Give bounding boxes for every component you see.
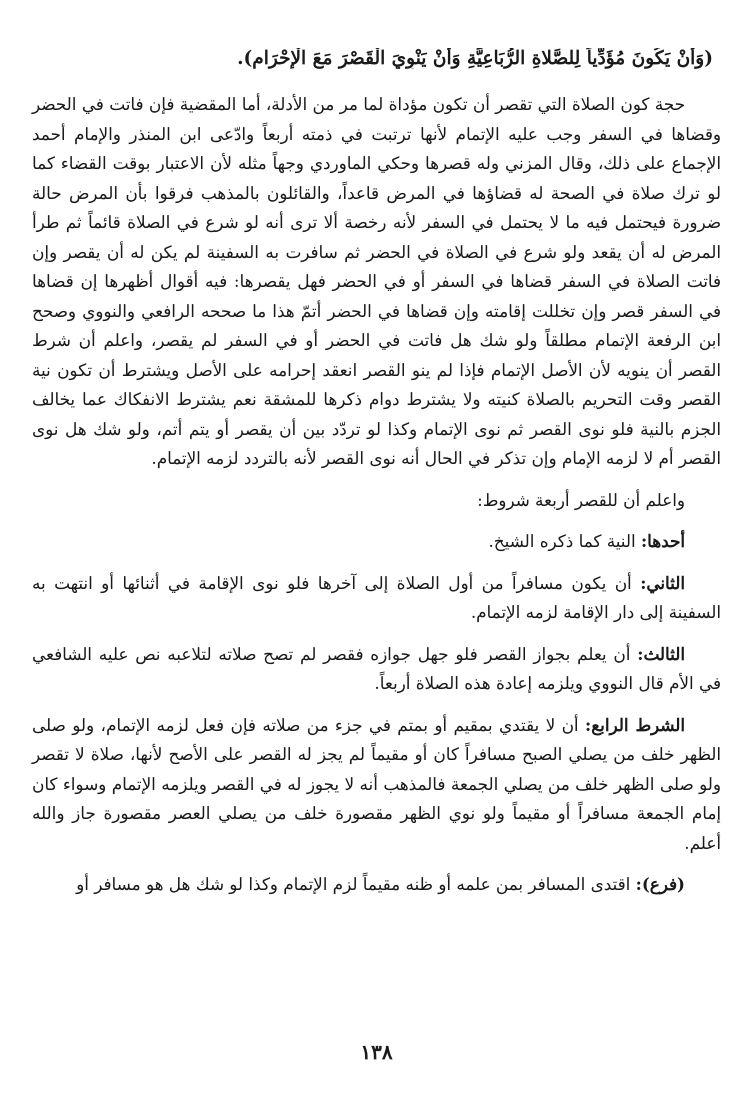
condition-3-text: أن يعلم بجواز القصر فلو جهل جوازه فقصر لم تصح صلاته لتلاعبه نص عليه الشافعي في الأم قال النووي ويلزمه إعادة هذه الصلاة أربعاً. [32, 643, 721, 693]
branch-text: اقتدى المسافر بمن علمه أو ظنه مقيماً لزم الإتمام وكذا لو شك هل هو مسافر أو [76, 874, 631, 894]
condition-4 [32, 711, 721, 859]
section-heading: (وَأَنْ يَكُونَ مُؤَدِّياً لِلصَّلاةِ الرُّبَاعِيَّةِ وَأَنْ يَنْوِيَ الْقَصْرَ مَعَ الْإِحْرَامِ). [237, 48, 713, 69]
conditions-intro: واعلم أن للقصر أربعة شروط: [477, 489, 685, 510]
condition-2 [32, 569, 721, 628]
condition-1-label: أحدها: [640, 531, 685, 551]
condition-3-label: الثالث: [637, 643, 685, 664]
condition-4-text: أن لا يقتدي بمقيم أو بمتم في جزء من صلاته فإن فعل لزمه الإتمام، ولو صلى الظهر خلف من يصلي الصبح مسافراً كان أو مقيماً لم يجز له القصر على الأصح لأنها، صلاة لا تقصر ولو صلى الظهر خلف من يصلي الجمعة فالمذهب أنه لا يجوز له في القصر ويلزمه الإتمام وسواء كان إمام الجمعة مسافراً أو مقيماً ولو نوي الظهر مقصورة خلف من يصلي العصر مقصورة جاز والله أعلم. [32, 714, 721, 853]
condition-2-text: أن يكون مسافراً من أول الصلاة إلى آخرها فلو نوى الإقامة في أثنائها أو انتهت به السفينة إلى دار الإقامة لزمه الإتمام. [32, 572, 721, 622]
main-paragraph: حجة كون الصلاة التي تقصر أن تكون مؤداة لما مر من الأدلة، أما المقضية فإن فاتت في الحضر وقضاها في السفر وجب عليه الإتمام لأنها ترتبت في ذمته أربعاً وادّعى ابن المنذر والإمام أحمد الإجماع على ذلك، وقال المزني وله قصرها وحكي الماوردي وجهاً مثله لأن الاعتبار بوقت القضاء كما لو ترك صلاة في الصحة له قضاؤها في المرض قاعداً، والقائلون بالمذهب فرقوا بأن المرض حالة ضرورة فيحتمل فيه ما لا يحتمل في السفر لأنه رخصة ألا ترى أنه لو شرع في الصلاة قائماً ثم طرأ المرض له أن يقعد ولو شرع في الصلاة في الحضر ثم سافرت به السفينة لم يكن له أن يقصر وإن فاتت الصلاة في السفر قضاها في السفر أو في الحضر فهل يقصرها: فيه أقوال أظهرها إن قضاها في السفر قصر وإن تخللت إقامته وإن قضاها في الحضر أتمّ هذا ما صححه الرافعي والنووي وصحح ابن الرفعة الإتمام مطلقاً ولو شك هل فاتت في الحضر أو في السفر لم يقصر، واعلم أن شرط القصر أن ينويه لأن الأصل الإتمام فإذا لم ينو القصر انعقد إحرامه على الأصل ويشترط أن تكون نية القصر وقت التحريم بالصلاة كنيته ولا يشترط دوام ذكرها للمشقة نعم يشترط الانفكاك عما يخالف الجزم بالنية فلو نوى القصر ثم نوى الإتمام وكذا لو تردّد بين أن يقصر أو يتم أتم، ولو شك هل نوى القصر أم لا لزمه الإمام وإن تذكر في الحال أنه نوى القصر لأنه بالتردد لزمه الإتمام. [32, 94, 721, 468]
condition-4-label: الشرط الرابع: [585, 714, 685, 735]
body-text [32, 90, 721, 900]
condition-2-label: الثاني: [640, 572, 685, 593]
condition-1-text: النية كما ذكره الشيخ. [488, 531, 636, 551]
branch-paragraph [32, 870, 721, 900]
condition-3 [32, 640, 721, 699]
page-number: ١٣٨ [360, 1040, 393, 1064]
branch-label: (فرع): [635, 874, 685, 894]
condition-1 [32, 527, 721, 557]
